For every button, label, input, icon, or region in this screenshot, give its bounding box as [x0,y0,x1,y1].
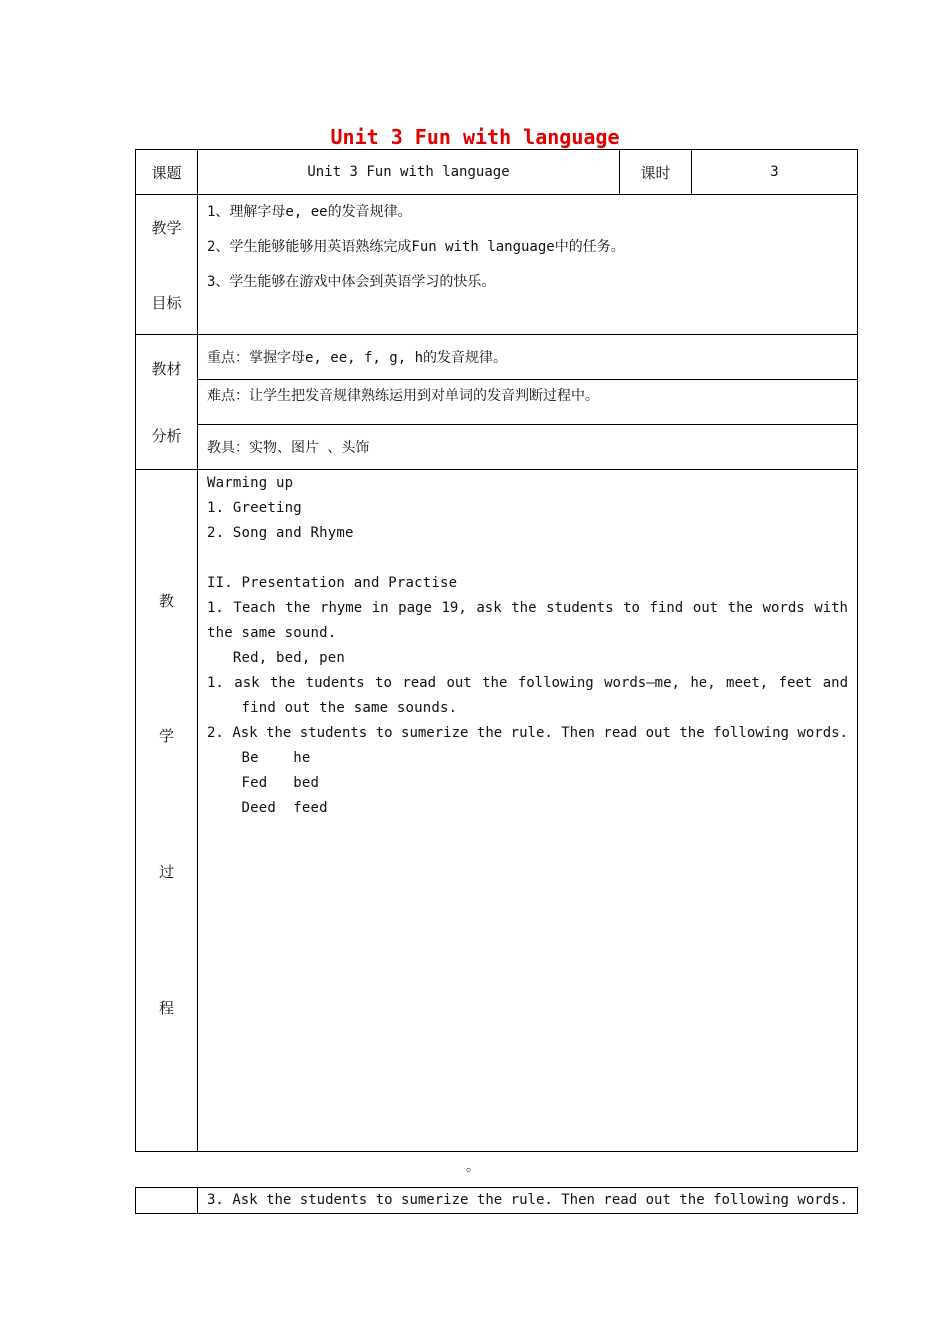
continuation-table [135,1187,858,1214]
key-point: 重点：掌握字母e, ee, f, g, h的发音规律。 [198,335,858,380]
process-line: 2. Song and Rhyme [207,525,354,541]
process-line: Warming up [207,475,294,491]
process-line: Fed bed [207,775,320,791]
process-line: 2. Ask the students to sumerize the rule. Then read out the following words. [207,725,848,741]
process-content [198,470,858,1152]
process-line: Deed feed [207,800,328,816]
analysis-label [136,335,198,470]
process-line: 1. ask the tudents to read out the following words—me, he, meet, feet and [207,675,848,691]
goals-label-line1: 教学 [151,218,182,237]
process-line: find out the same sounds. [207,700,458,716]
process-label-char: 学 [158,727,174,745]
goals-content [198,195,858,335]
aids-row [136,425,858,470]
process-label-char: 教 [158,592,174,610]
goal-item: 3、学生能够在游戏中体会到英语学习的快乐。 [207,274,496,290]
goals-label [136,195,198,335]
process-label [136,470,198,1152]
topic-row [136,150,858,195]
continuation-row [136,1188,858,1214]
process-line: Be he [207,750,311,766]
process-line: the same sound. [207,625,337,641]
continuation-text: 3. Ask the students to sumerize the rule. Then read out the following words. [198,1188,858,1214]
goals-row [136,195,858,335]
process-label-char: 过 [158,863,174,881]
separator-mark: 。 [466,1159,480,1175]
document-title: Unit 3 Fun with language [330,125,620,149]
process-line: 1. Teach the rhyme in page 19, ask the students to find out the words with [207,600,848,616]
analysis-label-line1: 教材 [151,360,182,378]
goal-item: 2、学生能够能够用英语熟练完成Fun with language中的任务。 [207,239,625,255]
analysis-label-line2: 分析 [151,427,182,445]
period-label: 课时 [620,150,692,195]
process-line [207,546,848,571]
process-label-char: 程 [158,999,174,1017]
continuation-label-cell [136,1188,198,1214]
process-line: Red, bed, pen [207,650,346,666]
difficulty-row [136,380,858,425]
topic-value: Unit 3 Fun with language [198,150,620,195]
process-line: 1. Greeting [207,500,302,516]
process-row [136,470,858,1152]
topic-label: 课题 [136,150,198,195]
goal-item: 1、理解字母e, ee的发音规律。 [207,204,412,220]
process-line: II. Presentation and Practise [207,575,458,591]
period-value: 3 [692,150,858,195]
lesson-plan-table [135,149,858,1152]
key-point-row [136,335,858,380]
teaching-aids: 教具：实物、图片 、头饰 [198,425,858,470]
goals-label-line2: 目标 [151,293,182,312]
difficulty-point: 难点：让学生把发音规律熟练运用到对单词的发音判断过程中。 [198,380,858,425]
